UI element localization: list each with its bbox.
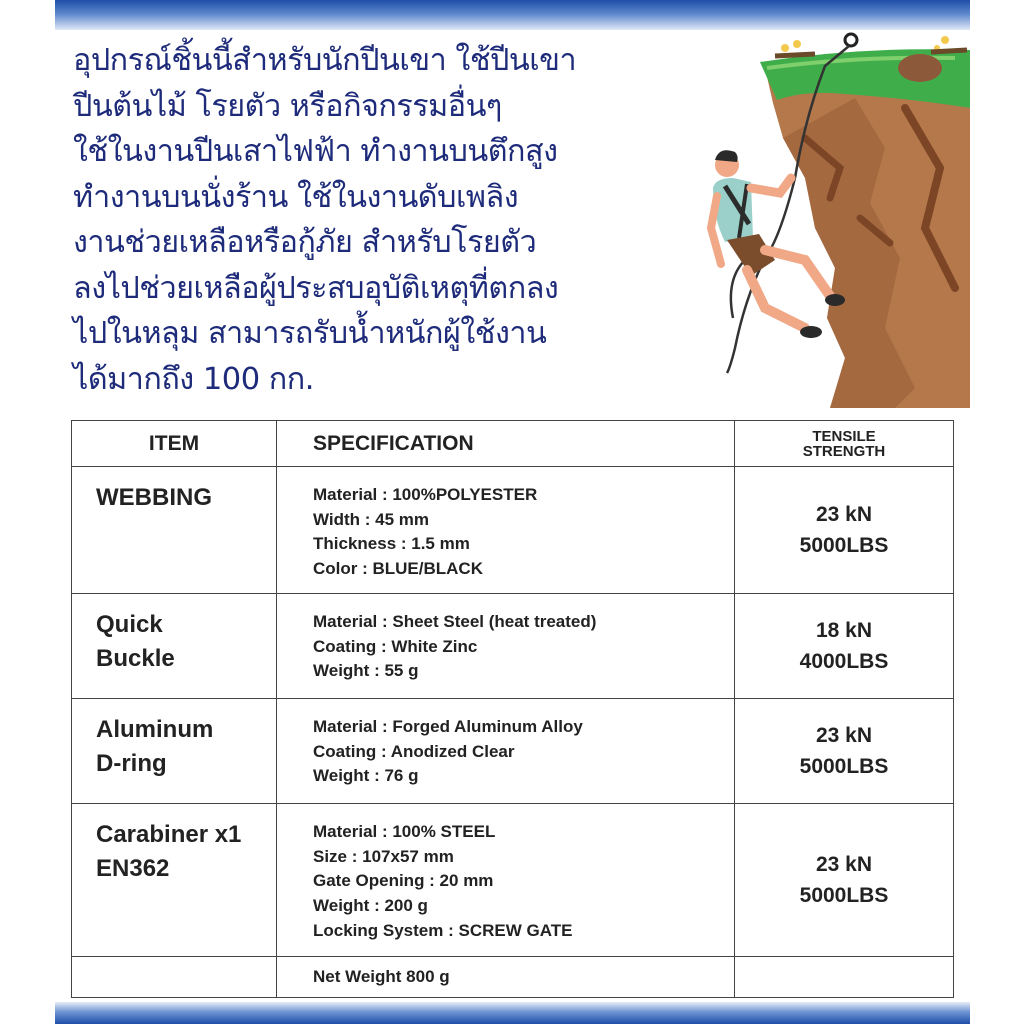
rock-climber-illustration [655, 28, 970, 408]
intro-line: ได้มากถึง 100 กก. [73, 361, 314, 397]
tensile-kn: 23 kN [815, 853, 873, 876]
footer-empty-cell [72, 957, 277, 998]
spec-line: Coating : Anodized Clear [313, 741, 515, 761]
tensile-cell [735, 804, 954, 957]
item-name: Aluminum [96, 716, 214, 743]
spec-line: Locking System : SCREW GATE [313, 920, 573, 940]
spec-line: Weight : 76 g [313, 766, 419, 786]
tensile-kn: 18 kN [815, 619, 873, 642]
tensile-lbs: 5000LBS [799, 884, 889, 907]
intro-line: ใช้ในงานปีนเสาไฟฟ้า ทำงานบนตึกสูง [73, 134, 558, 169]
item-name: Buckle [96, 645, 175, 672]
item-cell [72, 804, 277, 957]
spec-line: Coating : White Zinc [313, 636, 478, 656]
tensile-lbs: 5000LBS [799, 755, 889, 778]
table-row [72, 467, 954, 594]
item-name: WEBBING [96, 484, 212, 511]
header-tensile-strength [735, 421, 954, 467]
header-item: ITEM [72, 421, 277, 467]
anchor-ring [845, 34, 857, 46]
spec-line: Material : Sheet Steel (heat treated) [313, 612, 597, 631]
tensile-lbs: 4000LBS [799, 650, 889, 673]
spec-cell [277, 594, 735, 699]
table-row [72, 594, 954, 699]
tensile-kn: 23 kN [815, 724, 873, 747]
top-gradient-band [55, 0, 970, 30]
bottom-gradient-band [55, 1002, 970, 1024]
table-row [72, 804, 954, 957]
flowers-left [775, 40, 815, 56]
tensile-lbs: 5000LBS [799, 534, 889, 557]
header-tensile-line: TENSILE [812, 427, 876, 445]
net-weight: Net Weight 800 g [313, 967, 450, 986]
net-weight-cell [277, 957, 735, 998]
item-name: EN362 [96, 855, 170, 882]
spec-cell [277, 804, 735, 957]
item-name: D-ring [96, 750, 167, 777]
left-margin [0, 0, 55, 1024]
item-name: Carabiner x1 [96, 821, 242, 848]
intro-line: งานช่วยเหลือหรือกู้ภัย สำหรับโรยตัว [73, 225, 537, 260]
flowers-right [931, 36, 967, 52]
table-header-row [72, 421, 954, 467]
product-sheet [55, 0, 970, 1024]
spec-line: Material : 100%POLYESTER [313, 485, 538, 504]
tensile-cell [735, 699, 954, 804]
spec-line: Width : 45 mm [313, 509, 430, 529]
footer-empty-cell [735, 957, 954, 998]
table-row [72, 699, 954, 804]
spec-cell [277, 699, 735, 804]
spec-line: Material : 100% STEEL [313, 822, 496, 841]
tensile-cell [735, 467, 954, 594]
spec-line: Thickness : 1.5 mm [313, 534, 470, 554]
item-cell [72, 594, 277, 699]
spec-line: Weight : 200 g [313, 896, 428, 916]
intro-line: ทำงานบนนั่งร้าน ใช้ในงานดับเพลิง [73, 179, 519, 215]
header-tensile-line: STRENGTH [802, 442, 886, 460]
item-cell [72, 699, 277, 804]
spec-line: Gate Opening : 20 mm [313, 871, 494, 891]
boulder [898, 54, 942, 82]
spec-line: Weight : 55 g [313, 661, 419, 681]
intro-line: ไปในหลุม สามารถรับน้ำหนักผู้ใช้งาน [73, 316, 547, 351]
tensile-kn: 23 kN [815, 503, 873, 526]
spec-line: Size : 107x57 mm [313, 846, 454, 866]
intro-line: ปีนต้นไม้ โรยตัว หรือกิจกรรมอื่นๆ [73, 88, 502, 124]
intro-line: ลงไปช่วยเหลือผู้ประสบอุบัติเหตุที่ตกลง [73, 270, 559, 306]
spec-cell [277, 467, 735, 594]
item-name: Quick [96, 611, 163, 638]
spec-line: Material : Forged Aluminum Alloy [313, 717, 583, 736]
right-margin [969, 0, 1024, 1024]
intro-line: อุปกรณ์ชิ้นนี้สำหรับนักปีนเขา ใช้ปีนเขา [73, 43, 577, 78]
spec-line: Color : BLUE/BLACK [313, 559, 483, 579]
specification-table [71, 420, 954, 998]
intro-text [73, 38, 673, 402]
item-cell [72, 467, 277, 594]
tensile-cell [735, 594, 954, 699]
header-specification: SPECIFICATION [277, 421, 735, 467]
table-footer-row [72, 957, 954, 998]
